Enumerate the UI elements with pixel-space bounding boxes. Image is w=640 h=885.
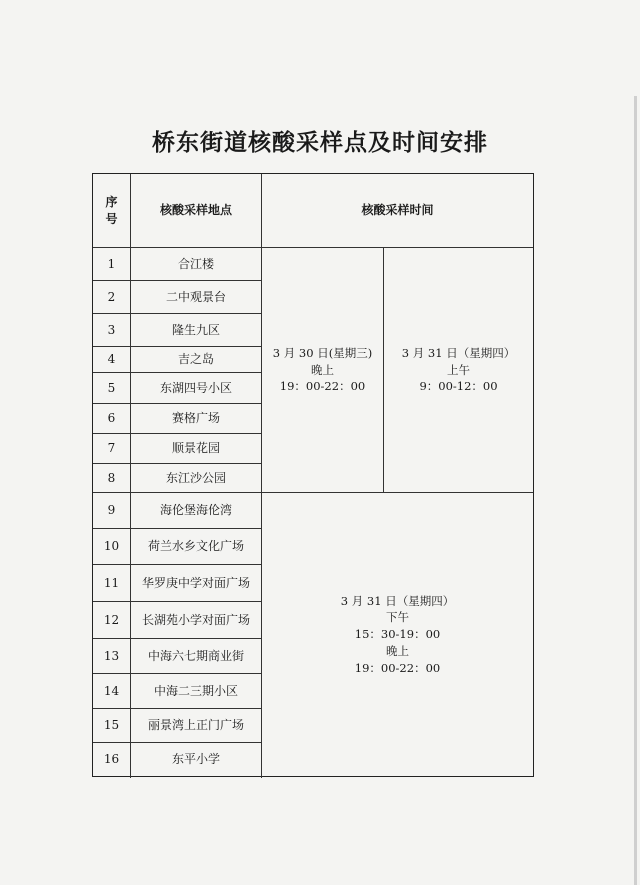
- slot-date: 3 月 31 日（星期四）: [340, 593, 455, 608]
- header-site: 核酸采样地点: [159, 203, 232, 218]
- slot-period: 晚上: [386, 643, 409, 658]
- site-name: 二中观景台: [165, 289, 226, 304]
- slot-hours: 19：00-22：00: [354, 660, 441, 675]
- header-time: 核酸采样时间: [361, 203, 434, 218]
- row-number: 11: [103, 575, 120, 590]
- header-seq-bottom: 号: [105, 211, 118, 226]
- row-number: 3: [107, 322, 116, 337]
- slot-hours: 9：00-12：00: [419, 379, 498, 394]
- slot-period: 晚上: [311, 362, 334, 377]
- row-number: 10: [103, 539, 120, 554]
- site-name: 东平小学: [171, 752, 220, 767]
- site-name: 东湖四号小区: [159, 380, 232, 395]
- row-number: 2: [107, 289, 116, 304]
- time-slot-group1-a: [262, 248, 383, 492]
- slot-period: 下午: [386, 610, 409, 625]
- site-name: 荷兰水乡文化广场: [147, 539, 244, 554]
- slot-period: 上午: [447, 362, 470, 377]
- time-slot-group1-b: [384, 248, 533, 492]
- time-slot-group2: [262, 493, 533, 776]
- site-name: 顺景花园: [171, 441, 220, 456]
- header-seq: [93, 174, 130, 247]
- slot-date: 3 月 30 日(星期三): [272, 345, 373, 360]
- header-seq-top: 序: [105, 195, 118, 210]
- row-number: 5: [107, 380, 116, 395]
- site-name: 隆生九区: [171, 322, 220, 337]
- row-number: 14: [103, 683, 120, 698]
- row-number: 6: [107, 411, 116, 426]
- row-number: 8: [107, 470, 116, 485]
- row-number: 9: [107, 503, 116, 518]
- site-name: 丽景湾上正门广场: [147, 718, 244, 733]
- row-number: 13: [103, 648, 120, 663]
- row-number: 16: [103, 752, 120, 767]
- row-number: 4: [107, 352, 116, 367]
- slot-hours: 19：00-22：00: [279, 379, 366, 394]
- row-number: 15: [103, 718, 120, 733]
- site-name: 长湖苑小学对面广场: [141, 612, 250, 627]
- row-number: 1: [107, 256, 116, 271]
- site-name: 东江沙公园: [165, 470, 226, 485]
- site-name: 华罗庚中学对面广场: [141, 575, 250, 590]
- site-name: 海伦堡海伦湾: [159, 503, 232, 518]
- site-name: 合江楼: [177, 256, 214, 271]
- slot-hours: 15：30-19：00: [354, 627, 441, 642]
- row-number: 12: [103, 612, 120, 627]
- slot-date: 3 月 31 日（星期四）: [401, 345, 516, 360]
- schedule-table: [92, 173, 534, 777]
- page-title: 桥东街道核酸采样点及时间安排: [152, 129, 488, 156]
- site-name: 吉之岛: [177, 352, 214, 367]
- site-name: 中海二三期小区: [153, 683, 238, 698]
- site-name: 赛格广场: [171, 411, 220, 426]
- page-edge: [634, 96, 637, 885]
- row-number: 7: [107, 441, 116, 456]
- site-name: 中海六七期商业街: [147, 648, 244, 663]
